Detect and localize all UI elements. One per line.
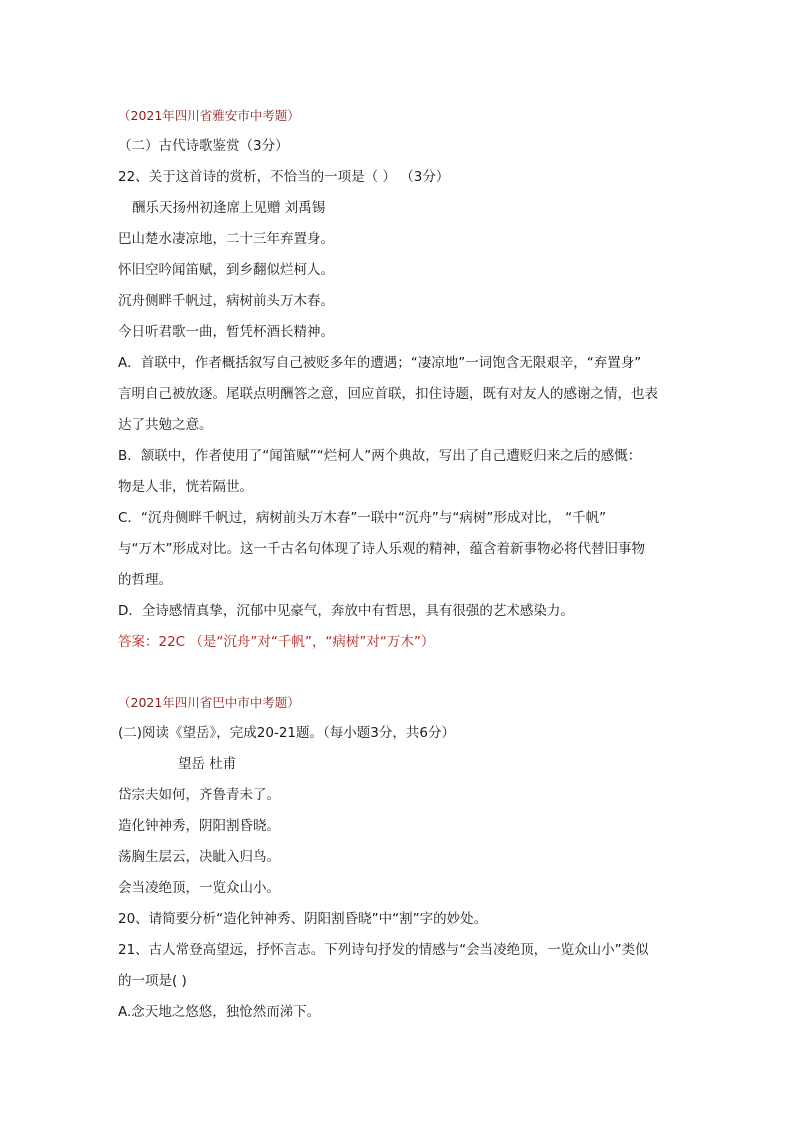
section1-source: （2021年四川省雅安市中考题） xyxy=(118,108,300,123)
answer-22: 答案：22C （是“沉舟”对“千帆”，“病树”对“万木”） xyxy=(118,634,435,650)
option-b-line: 物是人非，恍若隔世。 xyxy=(118,479,253,495)
question-21-line: 21、古人常登高望远，抒怀言志。下列诗句抒发的情感与“会当凌绝顶，一览众山小”类似 xyxy=(118,942,649,958)
section-spacer xyxy=(118,658,688,687)
question-20: 20、请简要分析“造化钟神秀、阴阳割昏晓”中“割”字的妙处。 xyxy=(118,911,488,927)
option-a-line: A．首联中，作者概括叙写自己被贬多年的遭遇；“凄凉地”一词饱含无限艰辛，“弃置身” xyxy=(118,355,642,371)
document-page xyxy=(118,100,688,1028)
poem2-line: 岱宗夫如何，齐鲁青未了。 xyxy=(118,787,280,803)
question-22: 22、关于这首诗的赏析，不恰当的一项是（ ） （3分） xyxy=(118,169,450,185)
poem1-line: 今日听君歌一曲，暂凭杯酒长精神。 xyxy=(118,324,334,340)
poem1-line: 沉舟侧畔千帆过，病树前头万木春。 xyxy=(118,293,334,309)
section2-heading: (二)阅读《望岳》，完成20-21题。（每小题3分，共6分） xyxy=(118,725,455,741)
poem1-line: 巴山楚水凄凉地，二十三年弃置身。 xyxy=(118,231,334,247)
option-b-line: B．颔联中，作者使用了“闻笛赋”“烂柯人”两个典故，写出了自己遭贬归来之后的感慨： xyxy=(118,448,642,464)
question-21-line: 的一项是( ) xyxy=(118,973,187,989)
poem2-line: 会当凌绝顶，一览众山小。 xyxy=(118,880,280,896)
poem1-title: 酬乐天扬州初逢席上见赠 刘禹锡 xyxy=(132,200,326,216)
option-c-line: C．“沉舟侧畔千帆过，病树前头万木春”一联中“沉舟”与“病树”形成对比， “千帆” xyxy=(118,510,607,526)
poem2-line: 荡胸生层云，决眦入归鸟。 xyxy=(118,849,280,865)
poem2-line: 造化钟神秀，阴阳割昏晓。 xyxy=(118,818,280,834)
question-21-option-a: A.念天地之悠悠，独怆然而涕下。 xyxy=(118,1004,321,1020)
option-a-line: 达了共勉之意。 xyxy=(118,417,213,433)
option-a-line: 言明自己被放逐。尾联点明酬答之意，回应首联，扣住诗题，既有对友人的感谢之情，也表 xyxy=(118,386,658,402)
section1-heading: （二）古代诗歌鉴赏（3分） xyxy=(118,138,289,154)
option-c-line: 的哲理。 xyxy=(118,572,172,588)
option-d-line: D．全诗感情真挚，沉郁中见豪气，奔放中有哲思，具有很强的艺术感染力。 xyxy=(118,603,574,619)
section2-source: （2021年四川省巴中市中考题） xyxy=(118,695,300,710)
poem1-line: 怀旧空吟闻笛赋，到乡翻似烂柯人。 xyxy=(118,262,334,278)
poem2-title: 望岳 杜甫 xyxy=(178,756,237,772)
option-c-line: 与“万木”形成对比。这一千古名句体现了诗人乐观的精神，蕴含着新事物必将代替旧事物 xyxy=(118,541,645,557)
